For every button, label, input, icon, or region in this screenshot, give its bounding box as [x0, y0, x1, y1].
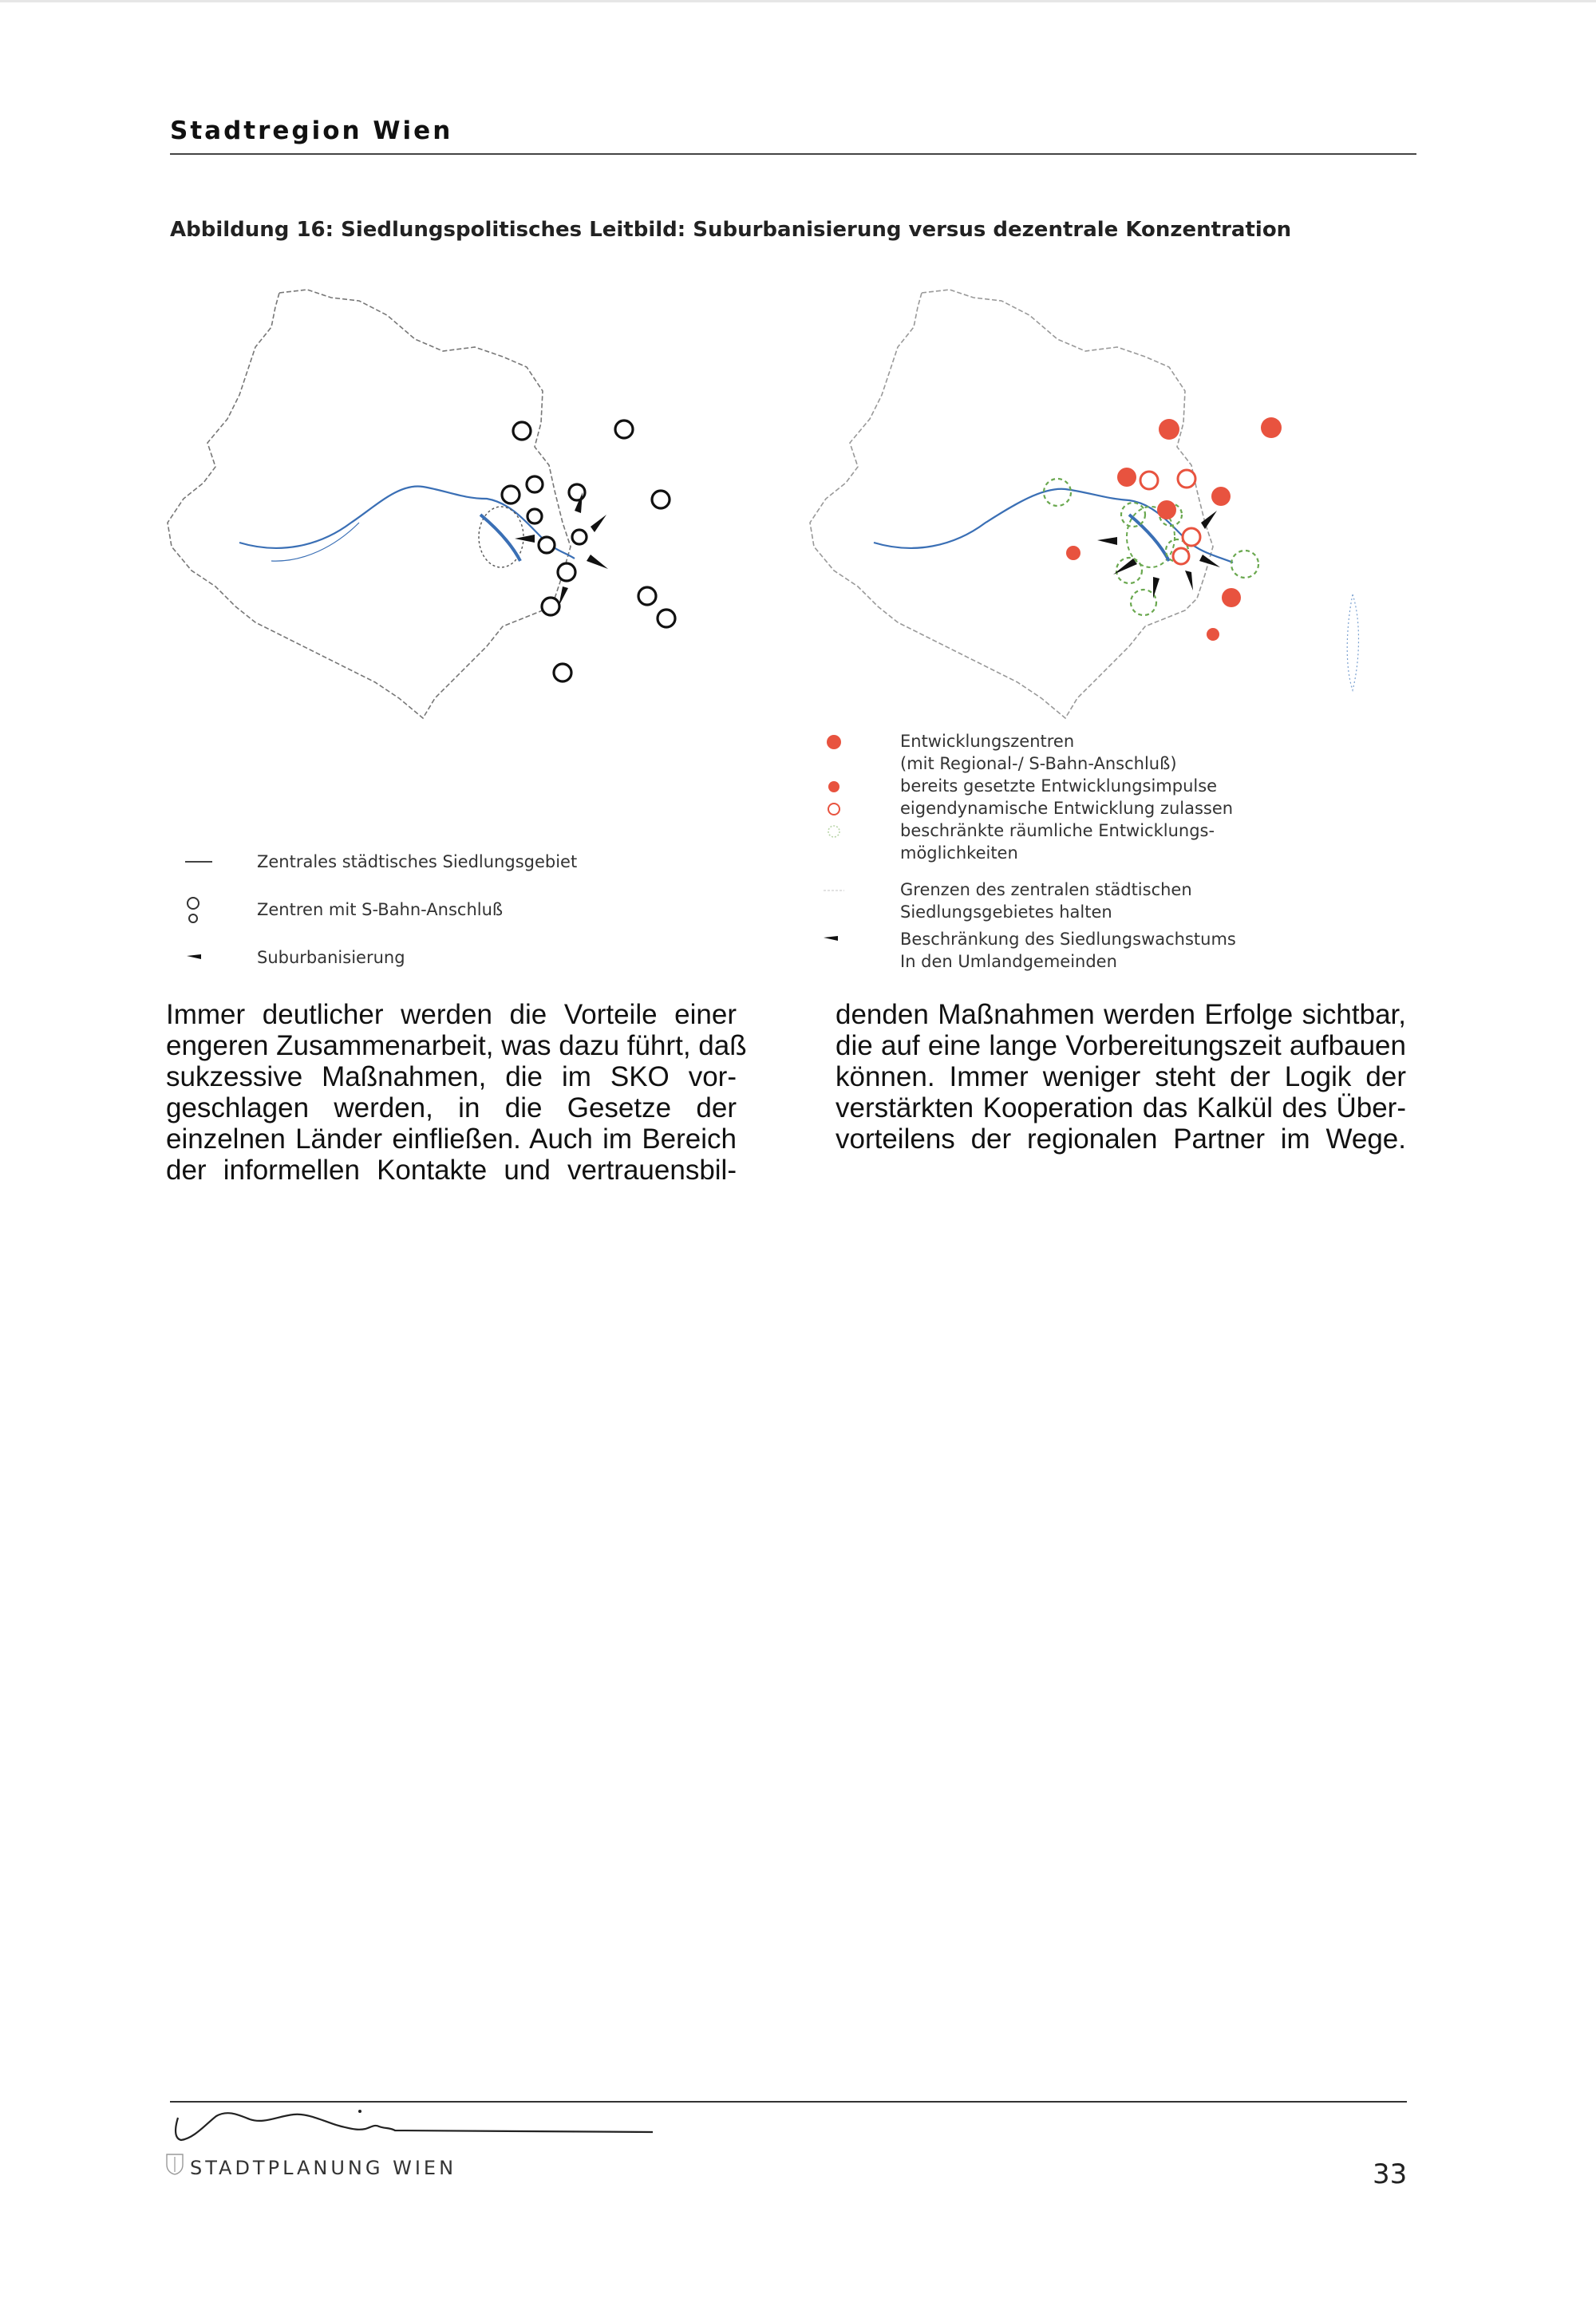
body-column-left: [166, 999, 747, 1186]
vienna-crest-icon: [164, 2152, 185, 2176]
legend-row: [184, 846, 630, 878]
text-line: vorteilens der regionalen Partner im Wege.: [836, 1123, 1406, 1155]
state-outline: [810, 290, 1213, 718]
limited-development-ring: [1231, 551, 1258, 578]
centre-circle: [572, 530, 587, 544]
running-header: Stadtregion Wien: [170, 116, 453, 145]
text-line: engeren Zusammenarbeit, was dazu führt, daß: [166, 1030, 747, 1061]
legend-label: Beschränkung des Siedlungswachstums: [900, 930, 1236, 949]
limited-development-ring: [1044, 479, 1071, 506]
green-dashed-ring-icon: [822, 819, 846, 843]
centre-circle: [652, 491, 670, 508]
map-suburbanisierung: [160, 283, 758, 794]
development-centre: [1261, 417, 1282, 438]
text-line: Immer deutlicher werden die Vorteile einer: [166, 999, 737, 1030]
circles-icon: [184, 894, 215, 926]
header-rule: [170, 153, 1416, 155]
page-number: 33: [1373, 2158, 1408, 2190]
centre-circle: [615, 421, 633, 438]
legend-label: Entwicklungszentren: [900, 732, 1075, 751]
centre-circle: [558, 563, 575, 581]
legend-label: Suburbanisierung: [257, 948, 405, 967]
legend-label: eigendynamische Entwicklung zulassen: [900, 799, 1234, 818]
vienna-river: [480, 515, 520, 561]
legend-label: bereits gesetzte Entwicklungsimpulse: [900, 776, 1218, 796]
text-line: die auf eine lange Vorbereitungszeit aufbauen: [836, 1030, 1406, 1061]
arrow: [1185, 571, 1193, 590]
legend-label: In den Umlandgemeinden: [900, 952, 1117, 971]
development-centre: [1159, 419, 1179, 440]
arrow: [1097, 537, 1117, 545]
development-centre: [1117, 468, 1136, 487]
text-line: denden Maßnahmen werden Erfolge sichtbar,: [836, 999, 1406, 1030]
centre-circle: [542, 598, 559, 615]
arrow: [1153, 577, 1159, 598]
legend-label: beschränkte räumliche Entwicklungs-: [900, 821, 1215, 840]
river-danube: [239, 486, 575, 559]
self-development-ring: [1173, 548, 1189, 564]
vienna-river: [1129, 515, 1169, 561]
red-dot-small-icon: [822, 775, 846, 799]
legend-label: (mit Regional-/ S-Bahn-Anschluß): [900, 754, 1177, 773]
arrow: [1201, 511, 1217, 529]
dashed-line-icon: [822, 879, 846, 902]
legend-label: Siedlungsgebietes halten: [900, 902, 1112, 922]
limited-development-ring: [1121, 503, 1145, 527]
arrow: [515, 535, 535, 543]
arrow-icon: [822, 928, 846, 952]
self-development-ring: [1183, 528, 1200, 546]
arrow-icon: [184, 942, 215, 973]
legend-row: [184, 894, 630, 926]
centre-circle: [527, 509, 542, 523]
text-line: geschlagen werden, in die Gesetze der: [166, 1092, 737, 1123]
limited-development-ring: [1131, 590, 1156, 615]
figure-caption: Abbildung 16: Siedlungspolitisches Leitbild: Suburbanisierung versus dezentrale Konzentration: [170, 218, 1292, 242]
restriction-arrows: [1097, 511, 1220, 598]
centre-circle: [638, 587, 656, 605]
centre-circle: [513, 422, 531, 440]
red-dot-icon: [822, 730, 846, 754]
development-impulse: [1066, 546, 1080, 560]
centre-circle: [658, 610, 675, 627]
body-column-right: [836, 999, 1406, 1155]
line-icon: [184, 846, 215, 878]
arrow: [559, 586, 568, 606]
suburbanisation-arrows: [515, 492, 608, 606]
footer-organisation: STADTPLANUNG WIEN: [190, 2157, 457, 2179]
development-impulse: [1207, 628, 1219, 641]
text-line: einzelnen Länder einfließen. Auch im Bereich: [166, 1123, 737, 1155]
centre-circle: [502, 486, 519, 503]
vienna-area: [479, 507, 523, 567]
lake-shape: [1347, 594, 1358, 690]
map-dezentrale-konzentration: [802, 283, 1416, 794]
self-development-ring: [1178, 470, 1195, 488]
centre-circle: [527, 476, 543, 492]
text-line: verstärkten Kooperation das Kalkül des Über-: [836, 1092, 1406, 1123]
arrow: [591, 515, 606, 532]
legend-row: [184, 942, 630, 973]
text-line: können. Immer weniger steht der Logik der: [836, 1061, 1406, 1092]
development-centre: [1222, 588, 1241, 607]
legend-label: Zentren mit S-Bahn-Anschluß: [257, 900, 504, 919]
legend-label: Zentrales städtisches Siedlungsgebiet: [257, 852, 578, 871]
centre-circle: [554, 664, 571, 681]
text-line: der informellen Kontakte und vertrauensbil-: [166, 1155, 737, 1186]
red-ring-icon: [822, 797, 846, 821]
legend-label: Grenzen des zentralen städtischen: [900, 880, 1192, 899]
arrow: [587, 555, 608, 569]
legend-label: möglichkeiten: [900, 843, 1018, 863]
centre-circles: [502, 421, 675, 681]
development-centre: [1157, 500, 1176, 519]
development-centre: [1211, 487, 1231, 506]
signature-logo: [170, 2100, 665, 2146]
self-development-ring: [1140, 472, 1158, 489]
centre-circle: [539, 537, 555, 553]
red-dots: [1066, 417, 1282, 641]
text-line: sukzessive Maßnahmen, die im SKO vor-: [166, 1061, 737, 1092]
